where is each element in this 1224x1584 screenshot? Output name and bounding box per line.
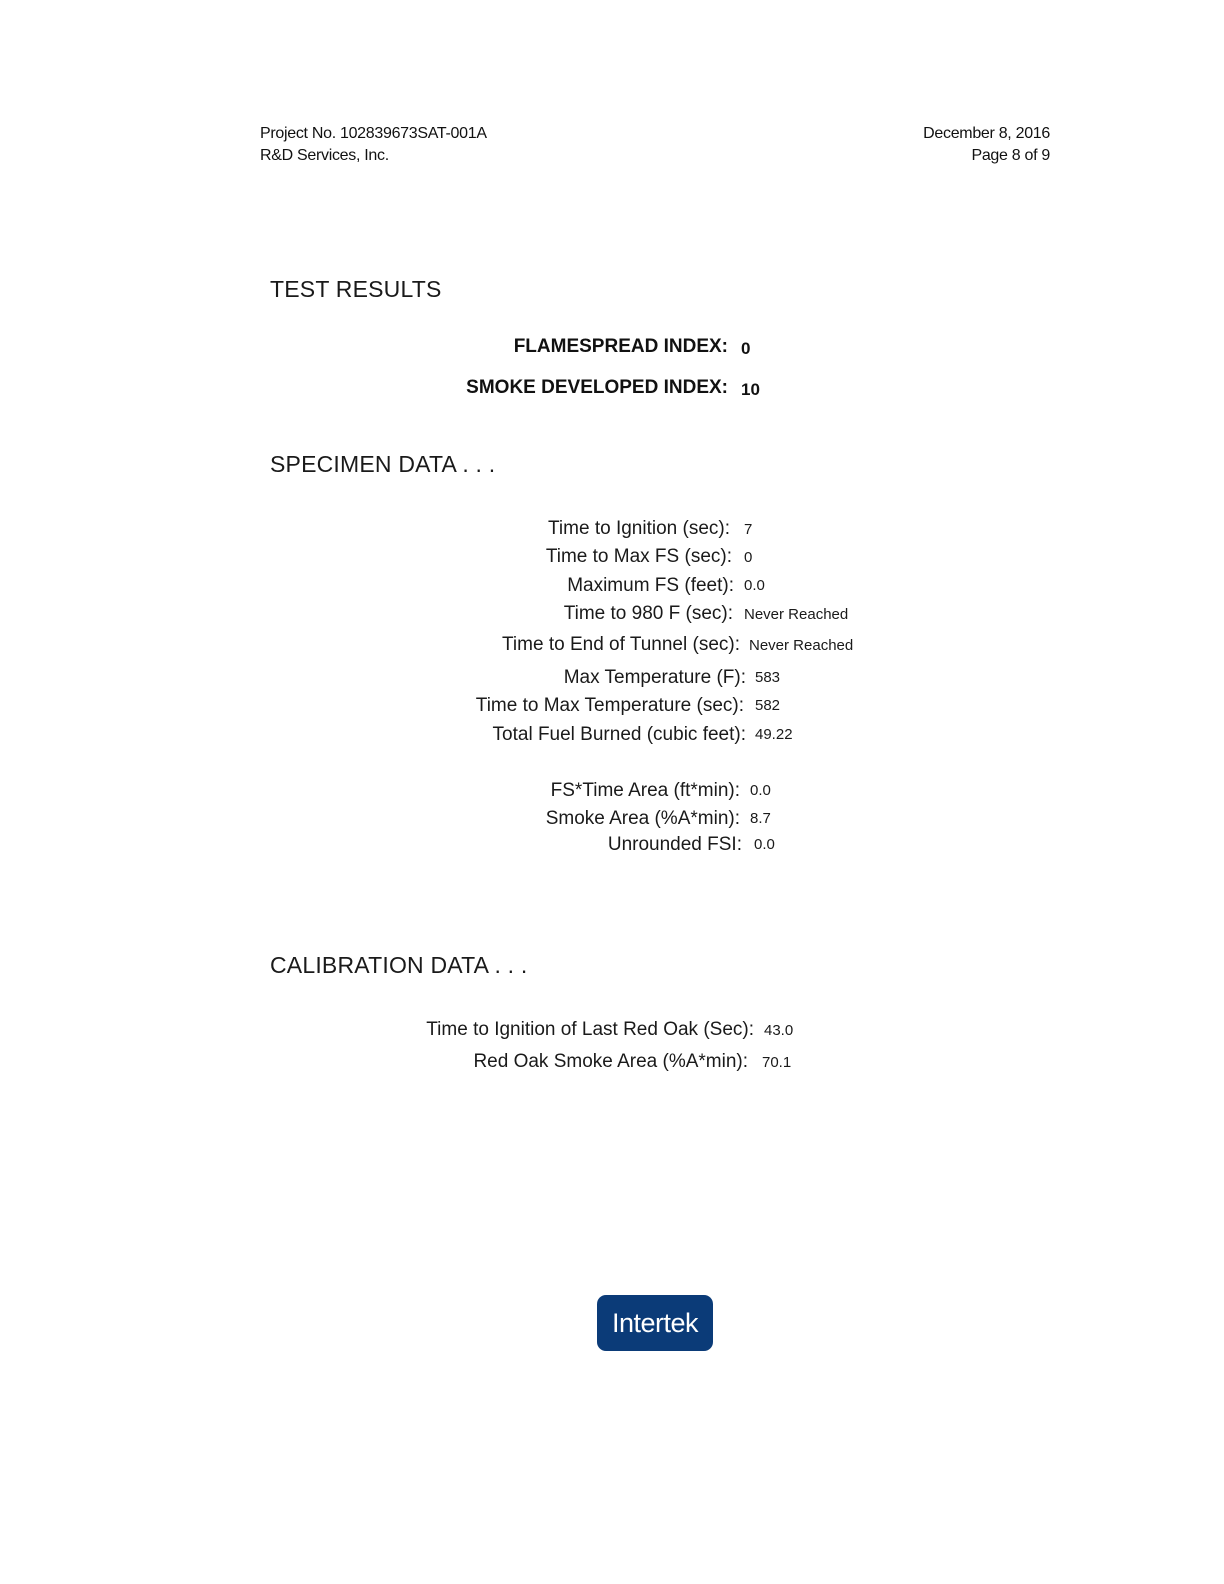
calibration-data-title: CALIBRATION DATA . . .	[270, 952, 528, 978]
project-number: Project No. 102839673SAT-001A	[260, 125, 487, 142]
specimen-value-fs-time-area: 0.0	[750, 782, 771, 799]
specimen-label-max-temp: Max Temperature (F):	[563, 667, 746, 688]
page-number: Page 8 of 9	[971, 147, 1050, 164]
company-name: R&D Services, Inc.	[260, 147, 389, 164]
report-date: December 8, 2016	[923, 125, 1050, 142]
smoke-developed-index-label: SMOKE DEVELOPED INDEX:	[466, 377, 728, 398]
specimen-value-time-max-fs: 0	[744, 549, 753, 566]
specimen-label-ignition: Time to Ignition (sec):	[548, 518, 730, 539]
calibration-label-ignition: Time to Ignition of Last Red Oak (Sec):	[426, 1019, 754, 1040]
calibration-value-smoke-area: 70.1	[762, 1054, 792, 1071]
specimen-label-unrounded-fsi: Unrounded FSI:	[607, 834, 742, 855]
specimen-value-fuel-burned: 49.22	[755, 726, 793, 743]
test-results-title: TEST RESULTS	[270, 276, 442, 302]
specimen-value-time-max-temp: 582	[755, 697, 781, 714]
specimen-value-max-temp: 583	[755, 669, 781, 686]
header-left	[260, 123, 487, 167]
specimen-value-unrounded-fsi: 0.0	[754, 836, 775, 853]
specimen-label-fs-time-area: FS*Time Area (ft*min):	[550, 780, 740, 801]
specimen-label-time-max-fs: Time to Max FS (sec):	[545, 546, 732, 567]
specimen-label-end-of-tunnel: Time to End of Tunnel (sec):	[502, 634, 740, 655]
header-right	[923, 123, 1050, 167]
calibration-label-smoke-area: Red Oak Smoke Area (%A*min):	[473, 1051, 748, 1072]
flamespread-index-row	[380, 336, 728, 360]
specimen-value-end-of-tunnel: Never Reached	[749, 637, 854, 654]
specimen-label-fuel-burned: Total Fuel Burned (cubic feet):	[492, 724, 746, 745]
smoke-developed-index-row	[380, 377, 728, 401]
calibration-value-ignition: 43.0	[764, 1022, 794, 1039]
specimen-label-smoke-area: Smoke Area (%A*min):	[545, 808, 740, 829]
smoke-developed-index-value: 10	[741, 380, 760, 399]
flamespread-index-value: 0	[741, 339, 751, 358]
specimen-value-smoke-area: 8.7	[750, 810, 771, 827]
specimen-value-ignition: 7	[744, 521, 753, 538]
specimen-value-time-980f: Never Reached	[744, 606, 849, 623]
specimen-value-max-fs: 0.0	[744, 577, 765, 594]
specimen-label-time-max-temp: Time to Max Temperature (sec):	[475, 695, 744, 716]
intertek-logo: Intertek	[597, 1295, 713, 1351]
specimen-label-max-fs: Maximum FS (feet):	[567, 575, 734, 596]
specimen-data-title: SPECIMEN DATA . . .	[270, 451, 496, 477]
specimen-label-time-980f: Time to 980 F (sec):	[563, 603, 733, 624]
flamespread-index-label: FLAMESPREAD INDEX:	[513, 336, 728, 357]
